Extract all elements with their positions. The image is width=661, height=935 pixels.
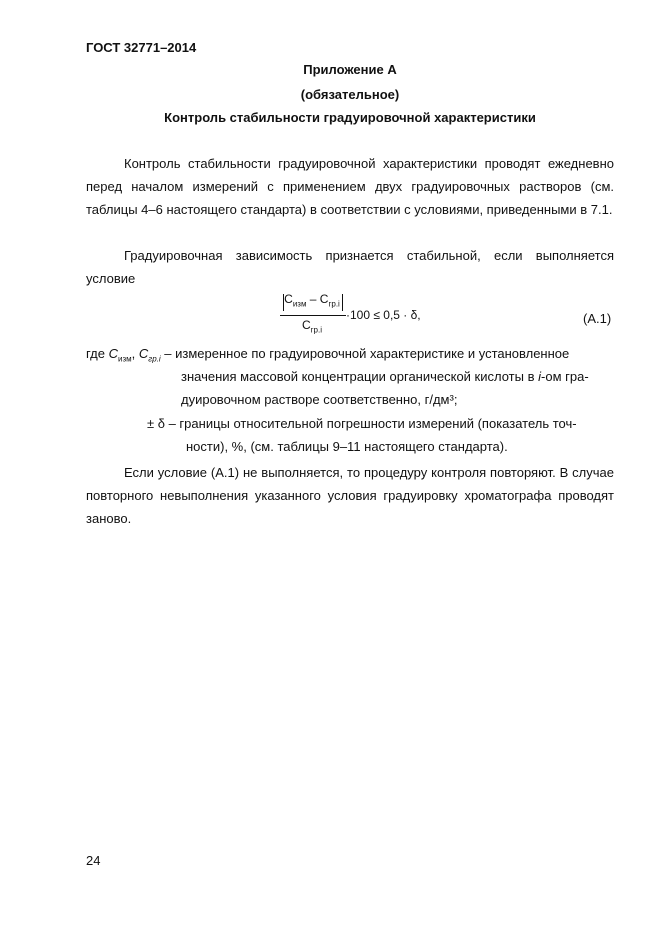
formula-denominator: $С_{гр.i}$ bbox=[301, 318, 323, 335]
legend-c-line: где $С_{изм}$, $С_{гр.i}$ – измеренное по градуировочной характеристике и установленное bbox=[86, 346, 570, 364]
paragraph-control-text: Контроль стабильности градуировочной характеристики проводят ежедневно перед началом измерений с применением двух градуировочных растворов (см. таблицы 4–6 настоящего стандарта) в соответствии с условиями, приведенными в 7.1. bbox=[86, 156, 614, 217]
abs-bar-right bbox=[342, 294, 343, 311]
formula-inequality: ·100 ≤ 0,5 · δ, bbox=[346, 308, 421, 322]
appendix-status: (обязательное) bbox=[300, 87, 400, 102]
formula-numerator: $С_{изм} - С_{гр.i}$ bbox=[284, 292, 340, 309]
formula-number: (А.1) bbox=[583, 311, 612, 326]
page-number: 24 bbox=[86, 853, 101, 868]
appendix-title: Приложение А bbox=[303, 62, 397, 77]
legend-delta-line-2: ности), %, (см. таблицы 9–11 настоящего стандарта). bbox=[186, 439, 508, 454]
appendix-heading: Контроль стабильности градуировочной характеристики bbox=[164, 110, 536, 125]
fraction-bar bbox=[280, 315, 346, 316]
paragraph-repeat bbox=[86, 461, 614, 530]
legend-c-line-2: значения массовой концентрации органической кислоты в i-ом гра- bbox=[181, 369, 589, 384]
standard-designation: ГОСТ 32771–2014 bbox=[86, 40, 197, 55]
paragraph-condition bbox=[86, 244, 614, 290]
paragraph-repeat-text: Если условие (А.1) не выполняется, то процедуру контроля повторяют. В случае повторного невыполнения указанного условия градуировку хроматографа проводят заново. bbox=[86, 465, 614, 526]
legend-delta-line: ± δ – границы относительной погрешности измерений (показатель точ- bbox=[147, 416, 577, 431]
paragraph-condition-text: Градуировочная зависимость признается стабильной, если выполняется условие bbox=[86, 248, 614, 286]
legend-c-line-3: дуировочном растворе соответственно, г/дм³; bbox=[181, 392, 458, 407]
paragraph-control bbox=[86, 152, 614, 221]
